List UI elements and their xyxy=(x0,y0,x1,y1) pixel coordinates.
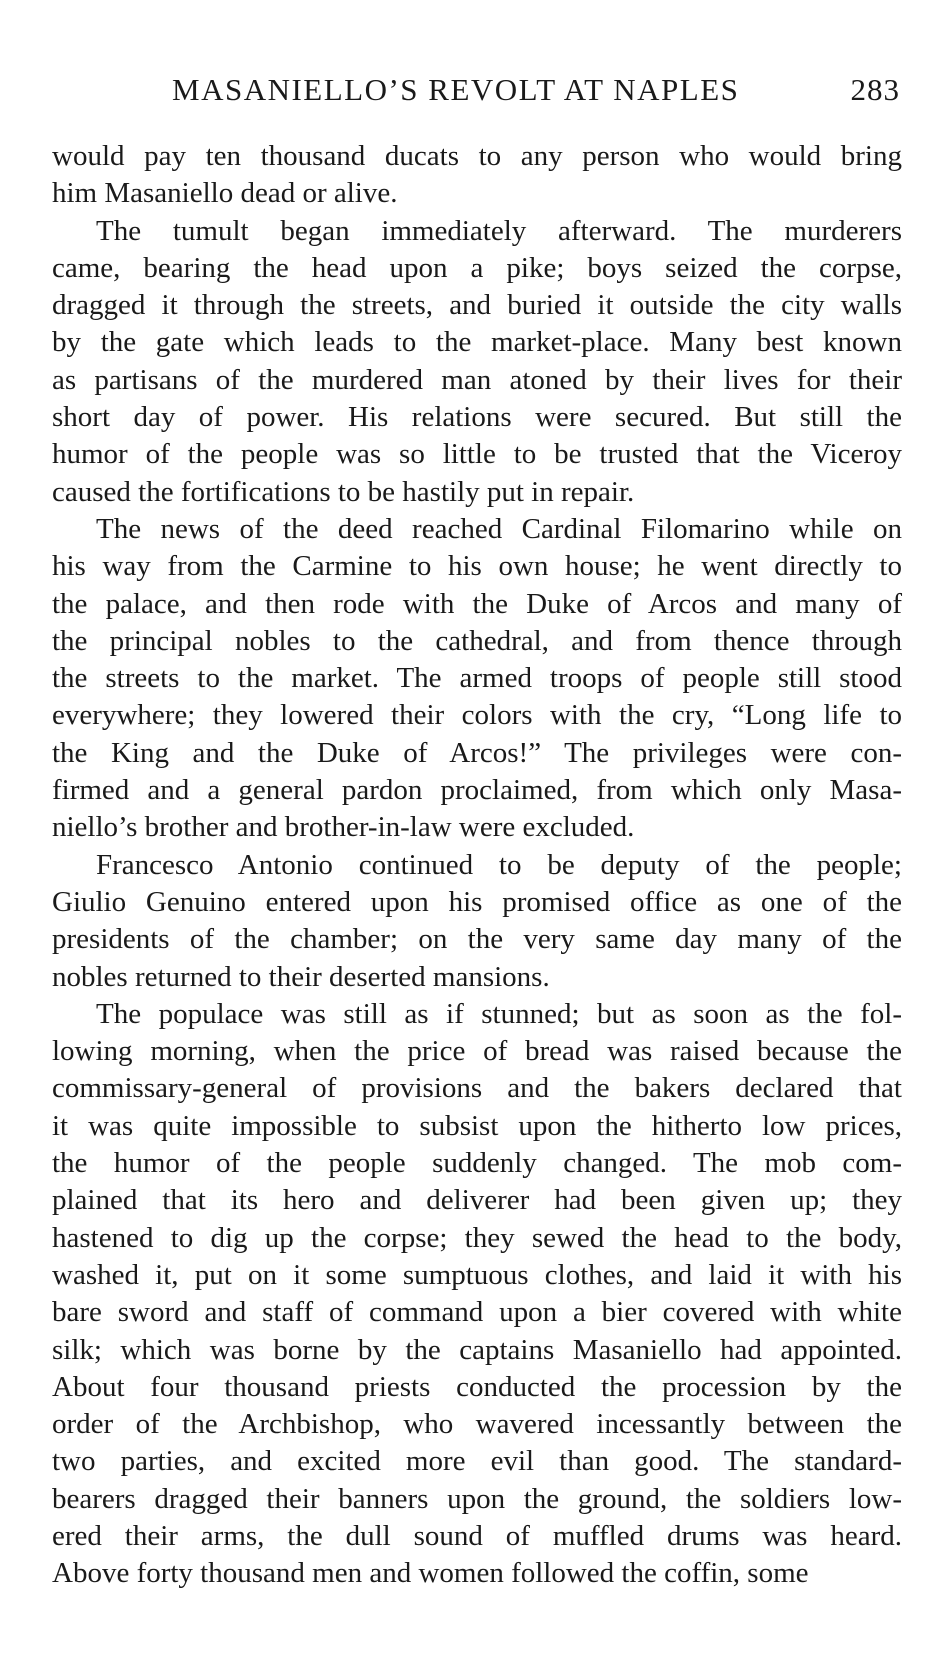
text-line: lowing morning, when the price of bread was raised because the xyxy=(52,1035,902,1068)
running-head-title: MASANIELLO’S REVOLT AT NAPLES xyxy=(172,72,740,107)
text-line: his way from the Carmine to his own house; he went directly to xyxy=(52,550,902,583)
text-line: About four thousand priests conducted the procession by the xyxy=(52,1370,902,1403)
text-line: commissary-general of provisions and the bakers declared that xyxy=(52,1072,902,1105)
paragraph xyxy=(52,213,902,511)
running-head xyxy=(48,72,900,116)
text-line: plained that its hero and deliverer had been given up; they xyxy=(52,1184,902,1217)
text-line: would pay ten thousand ducats to any person who would bring xyxy=(52,140,902,172)
text-line: bearers dragged their banners upon the ground, the soldiers low- xyxy=(52,1482,902,1515)
body-text xyxy=(52,138,902,1593)
text-line: Above forty thousand men and women followed the coffin, some xyxy=(52,1557,809,1590)
text-line: the humor of the people suddenly changed. The mob com- xyxy=(52,1147,902,1180)
text-line: hastened to dig up the corpse; they sewed the head to the body, xyxy=(52,1221,902,1254)
text-line: the King and the Duke of Arcos!” The privileges were con- xyxy=(52,736,902,769)
text-line: order of the Archbishop, who wavered incessantly between the xyxy=(52,1408,902,1441)
text-line: the streets to the market. The armed troops of people still stood xyxy=(52,662,902,695)
text-line: The populace was still as if stunned; but as soon as the fol- xyxy=(96,997,902,1030)
text-line: The tumult began immediately afterward. The murderers xyxy=(96,214,902,247)
text-line: The news of the deed reached Cardinal Filomarino while on xyxy=(96,512,902,545)
paragraph xyxy=(52,847,902,996)
text-line: Francesco Antonio continued to be deputy of the people; xyxy=(96,848,902,881)
text-line: him Masaniello dead or alive. xyxy=(52,177,398,210)
text-line: the palace, and then rode with the Duke of Arcos and many of xyxy=(52,587,902,620)
text-line: two parties, and excited more evil than good. The standard- xyxy=(52,1445,902,1478)
paragraph xyxy=(52,138,902,213)
text-line: presidents of the chamber; on the very same day many of the xyxy=(52,923,902,956)
text-line: everywhere; they lowered their colors with the cry, “Long life to xyxy=(52,699,902,732)
text-line: came, bearing the head upon a pike; boys seized the corpse, xyxy=(52,251,902,284)
text-line: humor of the people was so little to be trusted that the Viceroy xyxy=(52,438,902,471)
text-line: nobles returned to their deserted mansions. xyxy=(52,960,550,993)
page-number: 283 xyxy=(850,72,900,107)
text-line: caused the fortifications to be hastily put in repair. xyxy=(52,475,635,508)
text-line: Giulio Genuino entered upon his promised office as one of the xyxy=(52,885,902,918)
text-line: short day of power. His relations were secured. But still the xyxy=(52,401,902,434)
text-line: washed it, put on it some sumptuous clothes, and laid it with his xyxy=(52,1258,902,1291)
text-line: firmed and a general pardon proclaimed, from which only Masa- xyxy=(52,774,902,807)
text-line: it was quite impossible to subsist upon the hitherto low prices, xyxy=(52,1109,902,1142)
text-line: by the gate which leads to the market-place. Many best known xyxy=(52,326,902,359)
text-line: niello’s brother and brother-in-law were excluded. xyxy=(52,811,635,844)
text-line: the principal nobles to the cathedral, and from thence through xyxy=(52,624,902,657)
text-line: silk; which was borne by the captains Masaniello had appointed. xyxy=(52,1333,902,1366)
text-line: bare sword and staff of command upon a bier covered with white xyxy=(52,1296,902,1329)
text-line: as partisans of the murdered man atoned by their lives for their xyxy=(52,363,902,396)
text-line: dragged it through the streets, and buried it outside the city walls xyxy=(52,289,902,322)
text-line: ered their arms, the dull sound of muffled drums was heard. xyxy=(52,1519,902,1552)
paragraph xyxy=(52,511,902,847)
paragraph xyxy=(52,996,902,1593)
